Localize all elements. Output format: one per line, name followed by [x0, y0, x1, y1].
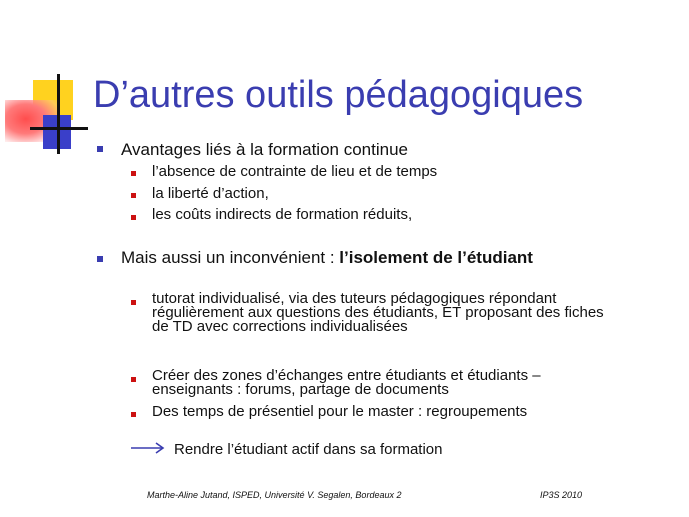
sub-bullet-marker	[131, 412, 136, 417]
footer-author: Marthe-Aline Jutand, ISPED, Université V. Segalen, Bordeaux 2	[147, 490, 402, 500]
bullet-drawback	[121, 248, 533, 268]
sub-bullet-marker	[131, 377, 136, 382]
sub-bullet-paragraph	[152, 369, 541, 397]
sub-bullet-paragraph	[152, 292, 604, 334]
right-arrow-icon	[131, 441, 165, 455]
bullet-drawback-emphasis: l’isolement de l’étudiant	[339, 248, 533, 267]
sub-bullet-item: l’absence de contrainte de lieu et de temps	[152, 163, 438, 180]
sub-bullet-item: les coûts indirects de formation réduits,	[152, 206, 413, 223]
paragraph-line: Créer des zones d’échanges entre étudiants et étudiants –	[152, 367, 541, 384]
sub-bullet-marker	[131, 300, 136, 305]
bullet-drawback-text: Mais aussi un inconvénient :	[121, 248, 340, 267]
paragraph-line: tutorat individualisé, via des tuteurs pédagogiques répondant	[152, 290, 557, 307]
slide-title: D’autres outils pédagogiques	[93, 74, 584, 116]
horizontal-line	[30, 127, 88, 130]
bullet-marker	[97, 146, 103, 152]
paragraph-line: régulièrement aux questions des étudiants, ET proposant des fiches	[152, 304, 604, 321]
sub-bullet-marker	[131, 215, 136, 220]
decorative-logo-blocks	[0, 0, 90, 160]
paragraph-line: de TD avec corrections individualisées	[152, 318, 408, 335]
sub-bullet-marker	[131, 171, 136, 176]
sub-bullet-item: la liberté d’action,	[152, 185, 269, 202]
sub-bullet-item: Des temps de présentiel pour le master : regroupements	[152, 403, 528, 420]
paragraph-line: enseignants : forums, partage de documents	[152, 381, 449, 398]
footer-event: IP3S 2010	[540, 490, 583, 500]
bullet-marker	[97, 256, 103, 262]
sub-bullet-marker	[131, 193, 136, 198]
bullet-advantages: Avantages liés à la formation continue	[121, 140, 408, 159]
vertical-line	[57, 74, 60, 154]
conclusion-text: Rendre l’étudiant actif dans sa formation	[174, 441, 443, 458]
